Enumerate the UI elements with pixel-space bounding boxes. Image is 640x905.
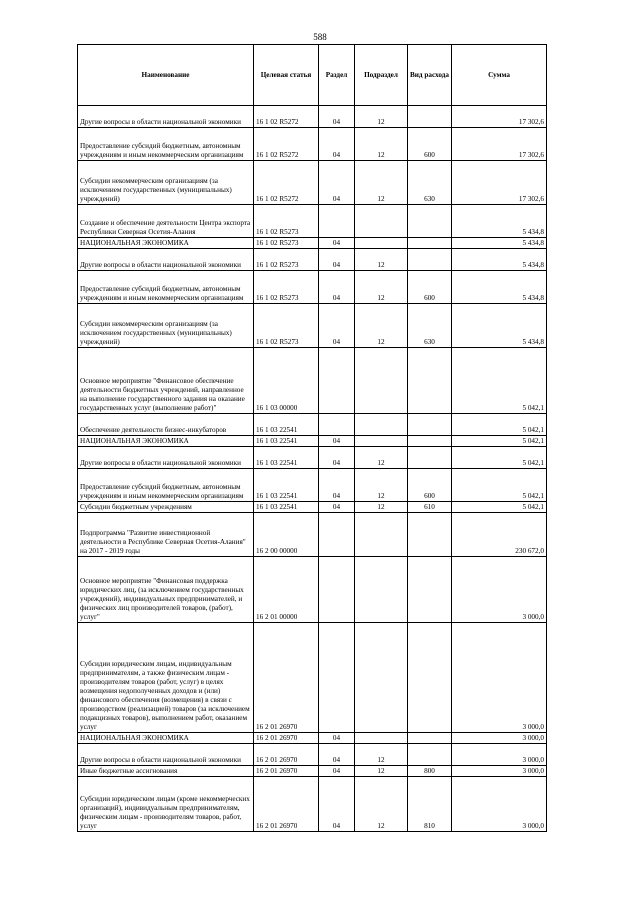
- row-section: 04: [319, 161, 355, 205]
- table-row: [78, 436, 547, 447]
- row-section: 04: [319, 271, 355, 304]
- row-code: 16 1 02 R5273: [254, 205, 319, 238]
- row-vid: [408, 447, 452, 469]
- row-subsection: [355, 348, 408, 414]
- row-vid: 800: [408, 766, 452, 777]
- row-subsection: [355, 414, 408, 436]
- row-name: НАЦИОНАЛЬНАЯ ЭКОНОМИКА: [78, 436, 254, 447]
- row-code: 16 1 02 R5273: [254, 304, 319, 348]
- row-code: 16 1 02 R5272: [254, 106, 319, 128]
- row-section: 04: [319, 238, 355, 249]
- row-section: 04: [319, 304, 355, 348]
- row-code: 16 1 02 R5272: [254, 161, 319, 205]
- row-name: Субсидии некоммерческим организациям (за исключением государственных (муниципальных) учреждений): [78, 304, 254, 348]
- row-sum: 17 302,6: [452, 106, 547, 128]
- row-code: 16 1 03 22541: [254, 447, 319, 469]
- row-name: Другие вопросы в области национальной экономики: [78, 249, 254, 271]
- row-subsection: 12: [355, 744, 408, 766]
- row-code: 16 1 02 R5273: [254, 249, 319, 271]
- table-row: [78, 766, 547, 777]
- row-vid: 600: [408, 128, 452, 161]
- table-row: [78, 623, 547, 733]
- row-code: 16 1 02 R5272: [254, 128, 319, 161]
- row-subsection: 12: [355, 106, 408, 128]
- page-number: 588: [313, 32, 327, 42]
- table-row: [78, 238, 547, 249]
- table-row: [78, 447, 547, 469]
- row-sum: 5 042,1: [452, 436, 547, 447]
- row-section: [319, 623, 355, 733]
- table-row: [78, 469, 547, 502]
- row-name: Другие вопросы в области национальной экономики: [78, 744, 254, 766]
- row-code: 16 2 00 00000: [254, 513, 319, 557]
- row-subsection: 12: [355, 777, 408, 832]
- row-name: НАЦИОНАЛЬНАЯ ЭКОНОМИКА: [78, 733, 254, 744]
- table-row: [78, 249, 547, 271]
- row-subsection: 12: [355, 304, 408, 348]
- table-row: [78, 106, 547, 128]
- row-sum: 3 000,0: [452, 744, 547, 766]
- row-name: Субсидии бюджетным учреждениям: [78, 502, 254, 513]
- row-code: 16 2 01 26970: [254, 623, 319, 733]
- table-row: [78, 744, 547, 766]
- row-subsection: [355, 557, 408, 623]
- row-section: 04: [319, 436, 355, 447]
- row-vid: 630: [408, 304, 452, 348]
- row-sum: 230 672,0: [452, 513, 547, 557]
- row-subsection: [355, 623, 408, 733]
- row-sum: 5 434,8: [452, 271, 547, 304]
- row-sum: 3 000,0: [452, 777, 547, 832]
- row-vid: [408, 513, 452, 557]
- row-sum: 5 042,1: [452, 348, 547, 414]
- row-name: НАЦИОНАЛЬНАЯ ЭКОНОМИКА: [78, 238, 254, 249]
- row-code: 16 1 03 22541: [254, 414, 319, 436]
- table-row: [78, 128, 547, 161]
- table-row: [78, 414, 547, 436]
- row-code: 16 1 03 22541: [254, 469, 319, 502]
- row-vid: [408, 623, 452, 733]
- row-vid: [408, 733, 452, 744]
- row-code: 16 1 03 22541: [254, 502, 319, 513]
- table-body: [78, 106, 547, 832]
- row-name: Другие вопросы в области национальной экономики: [78, 106, 254, 128]
- header-code: Целевая статья: [254, 45, 319, 106]
- row-section: 04: [319, 128, 355, 161]
- row-subsection: [355, 238, 408, 249]
- row-section: 04: [319, 766, 355, 777]
- row-sum: 5 042,1: [452, 469, 547, 502]
- row-section: 04: [319, 106, 355, 128]
- row-section: 04: [319, 469, 355, 502]
- table-row: [78, 502, 547, 513]
- row-subsection: 12: [355, 249, 408, 271]
- row-subsection: [355, 205, 408, 238]
- row-vid: [408, 436, 452, 447]
- row-section: [319, 557, 355, 623]
- row-subsection: 12: [355, 469, 408, 502]
- row-name: Основное мероприятие "Финансовое обеспечение деятельности бюджетных учреждений, направленное на выполнение государственного задания на оказание государственных услуг (выполнение работ)": [78, 348, 254, 414]
- row-sum: 3 000,0: [452, 733, 547, 744]
- row-subsection: 12: [355, 766, 408, 777]
- row-name: Создание и обеспечение деятельности Центра экспорта Республики Северная Осетия-Алания: [78, 205, 254, 238]
- row-code: 16 2 01 26970: [254, 766, 319, 777]
- row-vid: [408, 744, 452, 766]
- row-subsection: [355, 513, 408, 557]
- row-sum: 5 434,8: [452, 249, 547, 271]
- row-vid: 610: [408, 502, 452, 513]
- table-row: [78, 304, 547, 348]
- header-subsection: Подраздел: [355, 45, 408, 106]
- row-code: 16 2 01 26970: [254, 777, 319, 832]
- row-name: Субсидии юридическим лицам, индивидуальным предпринимателям, а также физическим лицам - производителям товаров (работ, услуг) в целях возмещения недополученных доходов и (или) финансового обеспечения (возмещения) в связи с производством (реализацией) товаров (за исключением подакцизных товаров), выполнением работ, оказанием услуг: [78, 623, 254, 733]
- row-sum: 17 302,6: [452, 161, 547, 205]
- row-name: Предоставление субсидий бюджетным, автономным учреждениям и иным некоммерческим организациям: [78, 469, 254, 502]
- row-sum: 5 042,1: [452, 502, 547, 513]
- row-sum: 3 000,0: [452, 557, 547, 623]
- row-section: 04: [319, 744, 355, 766]
- row-code: 16 1 03 00000: [254, 348, 319, 414]
- row-code: 16 1 03 22541: [254, 436, 319, 447]
- row-section: 04: [319, 249, 355, 271]
- row-section: [319, 414, 355, 436]
- row-vid: 600: [408, 271, 452, 304]
- row-vid: [408, 205, 452, 238]
- row-sum: 5 042,1: [452, 447, 547, 469]
- header-vid: Вид расхода: [408, 45, 452, 106]
- row-section: 04: [319, 777, 355, 832]
- row-vid: 600: [408, 469, 452, 502]
- table-row: [78, 557, 547, 623]
- row-vid: [408, 348, 452, 414]
- header-sum: Сумма: [452, 45, 547, 106]
- row-code: 16 2 01 26970: [254, 744, 319, 766]
- row-name: Иные бюджетные ассигнования: [78, 766, 254, 777]
- table-row: [78, 348, 547, 414]
- row-code: 16 1 02 R5273: [254, 238, 319, 249]
- table-row: [78, 777, 547, 832]
- row-sum: 5 434,8: [452, 238, 547, 249]
- row-vid: [408, 106, 452, 128]
- row-section: [319, 348, 355, 414]
- row-subsection: 12: [355, 161, 408, 205]
- row-sum: 3 000,0: [452, 623, 547, 733]
- row-code: 16 2 01 26970: [254, 733, 319, 744]
- row-sum: 5 434,8: [452, 304, 547, 348]
- row-subsection: 12: [355, 128, 408, 161]
- row-subsection: [355, 733, 408, 744]
- table-header-row: [78, 45, 547, 106]
- row-name: Предоставление субсидий бюджетным, автономным учреждениям и иным некоммерческим организациям: [78, 271, 254, 304]
- table-row: [78, 161, 547, 205]
- row-name: Предоставление субсидий бюджетным, автономным учреждениям и иным некоммерческим организациям: [78, 128, 254, 161]
- row-vid: [408, 557, 452, 623]
- row-subsection: 12: [355, 502, 408, 513]
- row-vid: [408, 414, 452, 436]
- row-sum: 5 434,8: [452, 205, 547, 238]
- row-section: 04: [319, 502, 355, 513]
- row-code: 16 2 01 00000: [254, 557, 319, 623]
- table-row: [78, 205, 547, 238]
- row-section: 04: [319, 447, 355, 469]
- row-code: 16 1 02 R5273: [254, 271, 319, 304]
- row-vid: [408, 238, 452, 249]
- row-name: Другие вопросы в области национальной экономики: [78, 447, 254, 469]
- table-row: [78, 733, 547, 744]
- row-name: Подпрограмма "Развитие инвестиционной деятельности в Республике Северная Осетия-Алания" на 2017 - 2019 годы: [78, 513, 254, 557]
- row-sum: 3 000,0: [452, 766, 547, 777]
- row-name: Субсидии некоммерческим организациям (за исключением государственных (муниципальных) учреждений): [78, 161, 254, 205]
- row-name: Субсидии юридическим лицам (кроме некоммерческих организаций), индивидуальным предпринимателям, физическим лицам - производителям товаров, работ, услуг: [78, 777, 254, 832]
- row-vid: 810: [408, 777, 452, 832]
- row-section: 04: [319, 733, 355, 744]
- row-subsection: 12: [355, 271, 408, 304]
- row-sum: 5 042,1: [452, 414, 547, 436]
- table-row: [78, 271, 547, 304]
- row-name: Обеспечение деятельности бизнес-инкубаторов: [78, 414, 254, 436]
- row-name: Основное мероприятие "Финансовая поддержка юридических лиц, (за исключением государственных учреждений), индивидуальных предпринимателей, и физических лиц производителей товаров, (работ), услуг": [78, 557, 254, 623]
- header-name: Наименование: [78, 45, 254, 106]
- row-vid: 630: [408, 161, 452, 205]
- row-subsection: [355, 436, 408, 447]
- budget-table: [77, 44, 547, 832]
- table-row: [78, 513, 547, 557]
- row-subsection: 12: [355, 447, 408, 469]
- row-section: [319, 205, 355, 238]
- row-section: [319, 513, 355, 557]
- row-vid: [408, 249, 452, 271]
- row-sum: 17 302,6: [452, 128, 547, 161]
- header-section: Раздел: [319, 45, 355, 106]
